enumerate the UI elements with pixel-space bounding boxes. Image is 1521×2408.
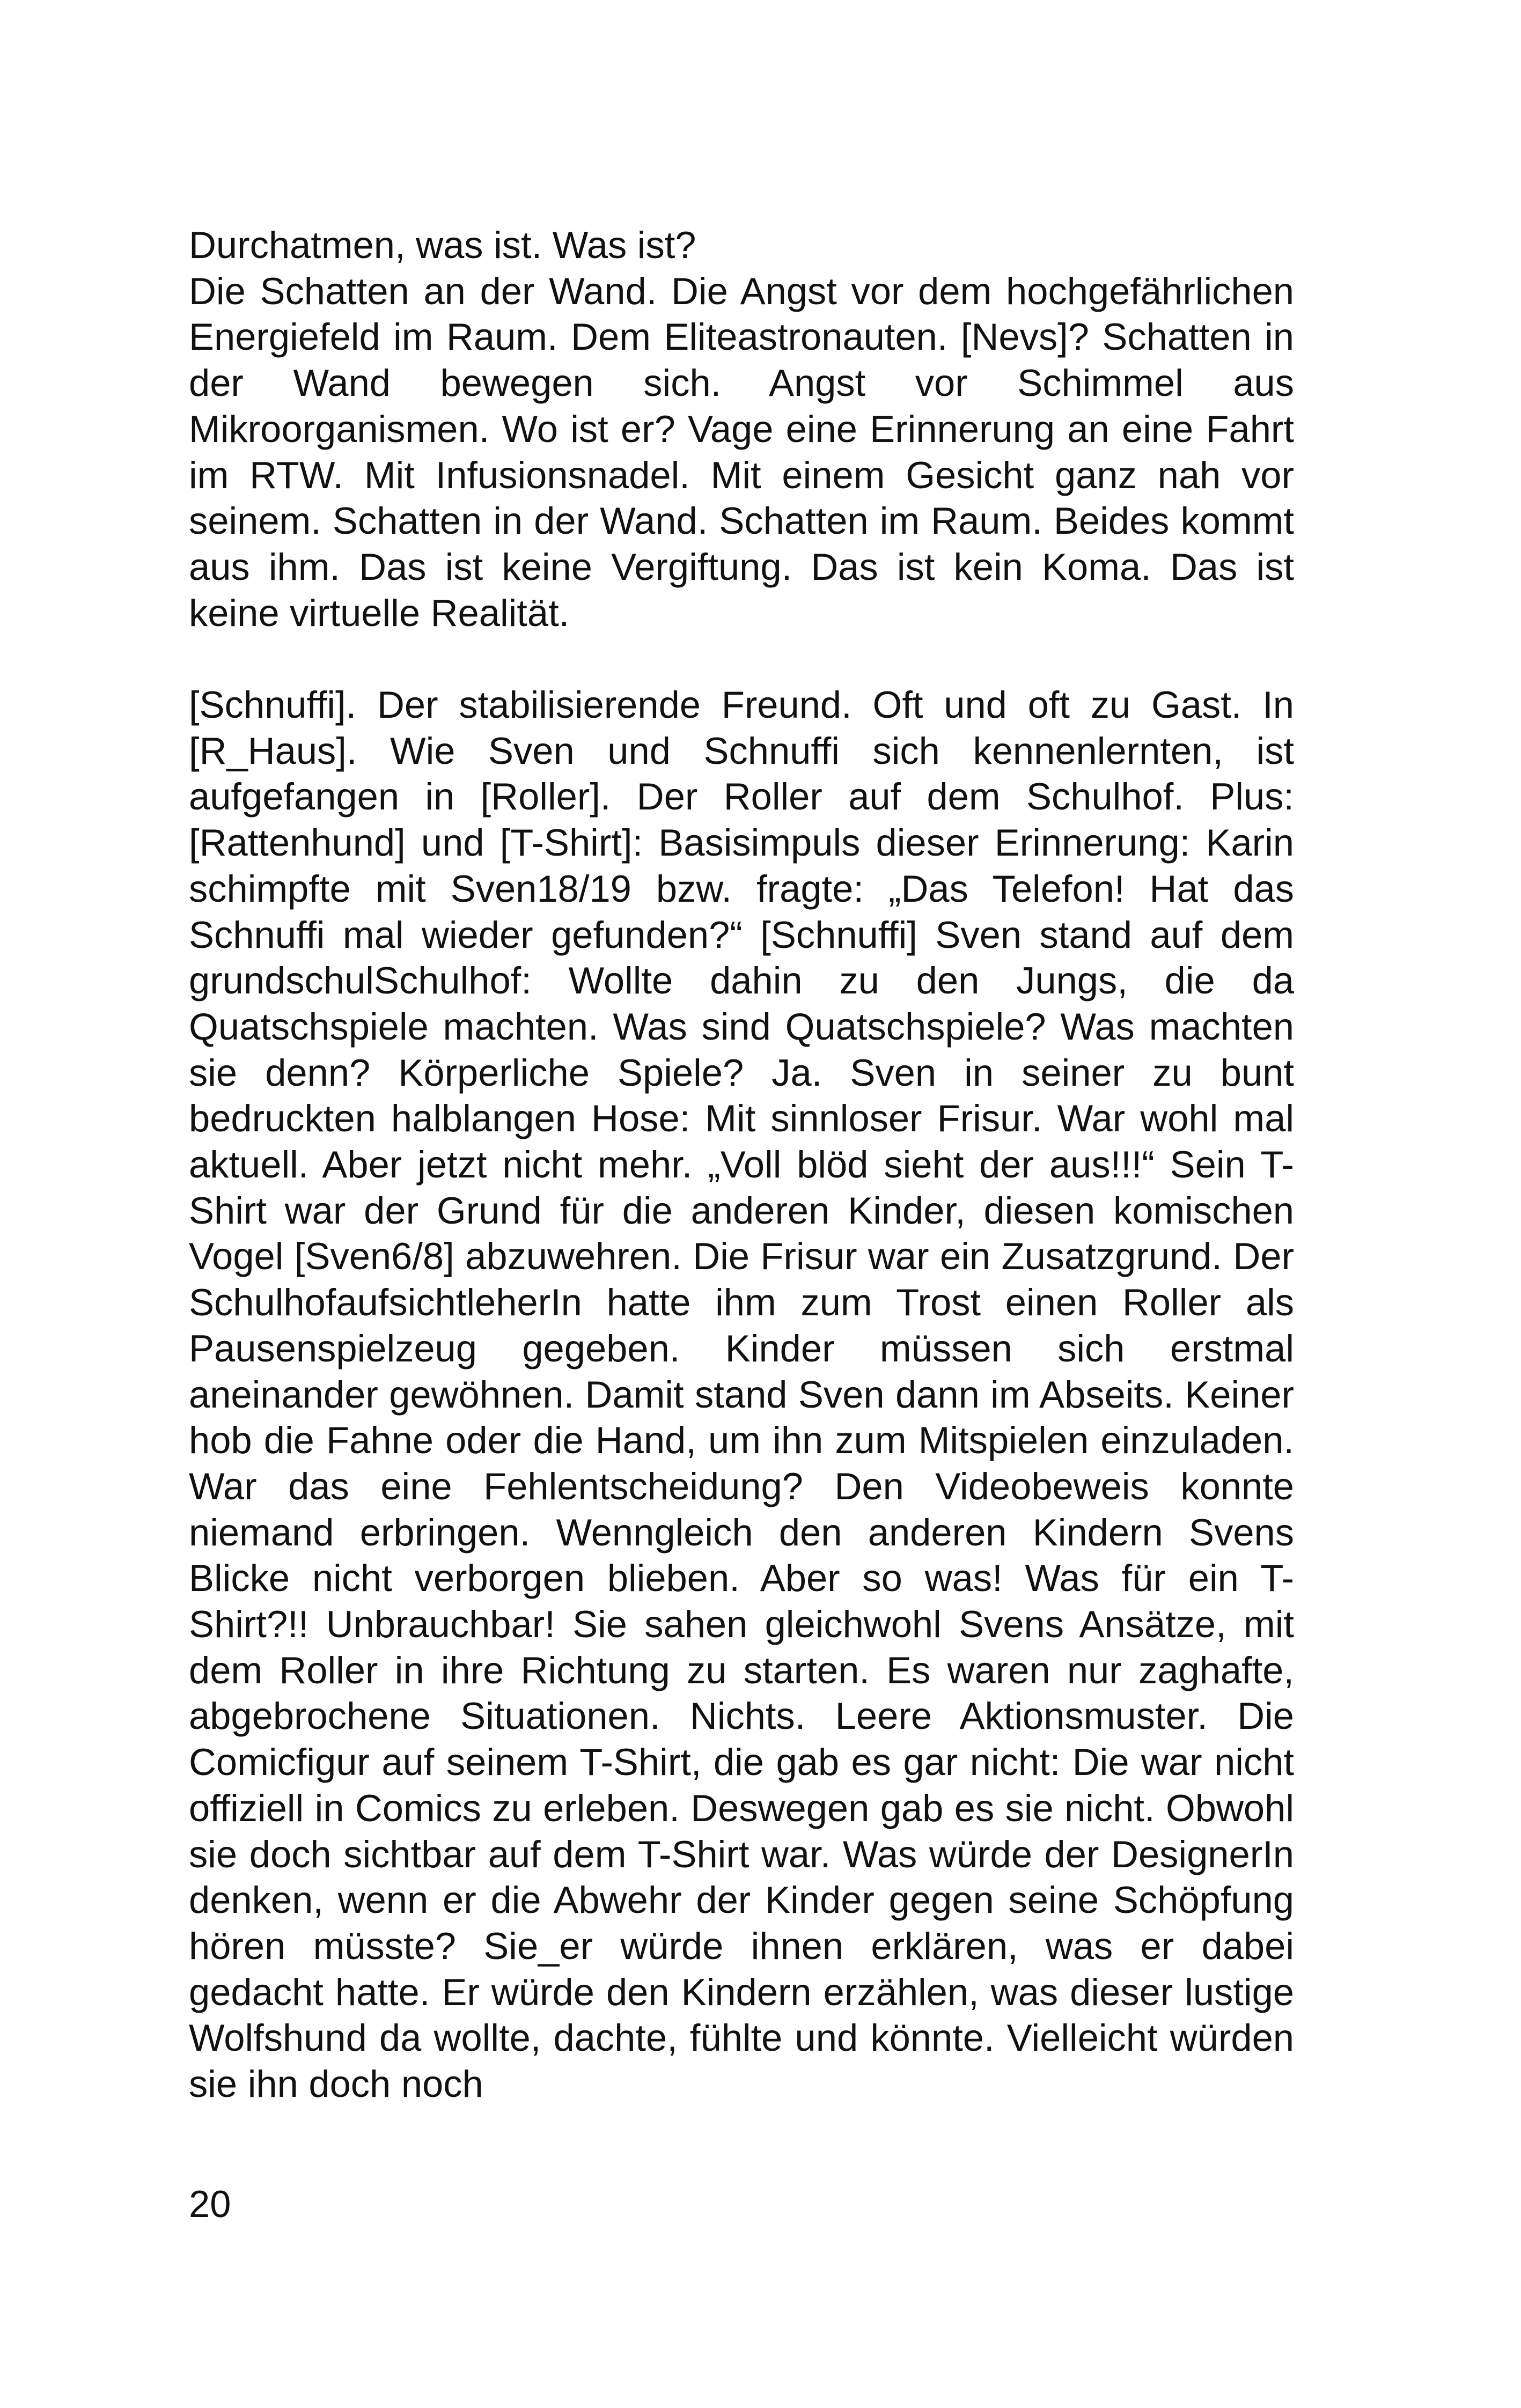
paragraph-opening-line: Durchatmen, was ist. Was ist? bbox=[189, 224, 696, 266]
paragraph-shadows: Die Schatten an der Wand. Die Angst vor dem hochgefährlichen Energiefeld im Raum. Dem Eliteastronauten. [Nevs]? Schatten in der Wand bewegen sich. Angst vor Schimmel aus Mikroorganismen. Wo ist er? Vage eine Erinnerung an eine Fahrt im RTW. Mit Infusionsnadel. Mit einem Gesicht ganz nah vor seinem. Schatten in der Wand. Schatten im Raum. Beides kommt aus ihm. Das ist keine Vergiftung. Das ist kein Koma. Das ist keine virtuelle Realität. bbox=[189, 269, 1294, 634]
paragraph-schnuffi: [Schnuffi]. Der stabilisierende Freund. Oft und oft zu Gast. In [R_Haus]. Wie Sven und Schnuffi sich kennenlernten, ist aufgefangen in [Roller]. Der Roller auf dem Schulhof. Plus: [Rattenhund] und [T-Shirt]: Basisimpuls dieser Erinnerung: Karin schimpfte mit Sven18/19 bzw. fragte: „Das Telefon! Hat das Schnuffi mal wieder gefunden?“ [Schnuffi] Sven stand auf dem grundschulSchulhof: Wollte dahin zu den Jungs, die da Quatschspiele machten. Was sind Quatschspiele? Was machten sie denn? Körperliche Spiele? Ja. Sven in seiner zu bunt bedruckten halblangen Hose: Mit sinnloser Frisur. War wohl mal aktuell. Aber jetzt nicht mehr. „Voll blöd sieht der aus!!!“ Sein T-Shirt war der Grund für die anderen Kinder, diesen komischen Vogel [Sven6/8] abzuwehren. Die Frisur war ein Zusatzgrund. Der SchulhofaufsichtleherIn hatte ihm zum Trost einen Roller als Pausenspielzeug gegeben. Kinder müssen sich erstmal aneinander gewöhnen. Damit stand Sven dann im Abseits. Keiner hob die Fahne oder die Hand, um ihn zum Mitspielen einzuladen. War das eine Fehlentscheidung? Den Videobeweis konnte niemand erbringen. Wenngleich den anderen Kindern Svens Blicke nicht verborgen blieben. Aber so was! Was für ein T-Shirt?!! Unbrauchbar! Sie sahen gleichwohl Svens Ansätze, mit dem Roller in ihre Richtung zu starten. Es waren nur zaghafte, abgebrochene Situationen. Nichts. Leere Aktionsmuster. Die Comicfigur auf seinem T-Shirt, die gab es gar nicht: Die war nicht offiziell in Comics zu erleben. Deswegen gab es sie nicht. Obwohl sie doch sichtbar auf dem T-Shirt war. Was würde der DesignerIn denken, wenn er die Abwehr der Kinder gegen seine Schöpfung hören müsste? Sie_er würde ihnen erklären, was er dabei gedacht hatte. Er würde den Kindern erzählen, was dieser lustige Wolfshund da wollte, dachte, fühlte und könnte. Vielleicht würden sie ihn doch noch bbox=[189, 683, 1294, 2105]
page-number: 20 bbox=[189, 2183, 231, 2225]
body-text bbox=[189, 222, 1294, 2107]
